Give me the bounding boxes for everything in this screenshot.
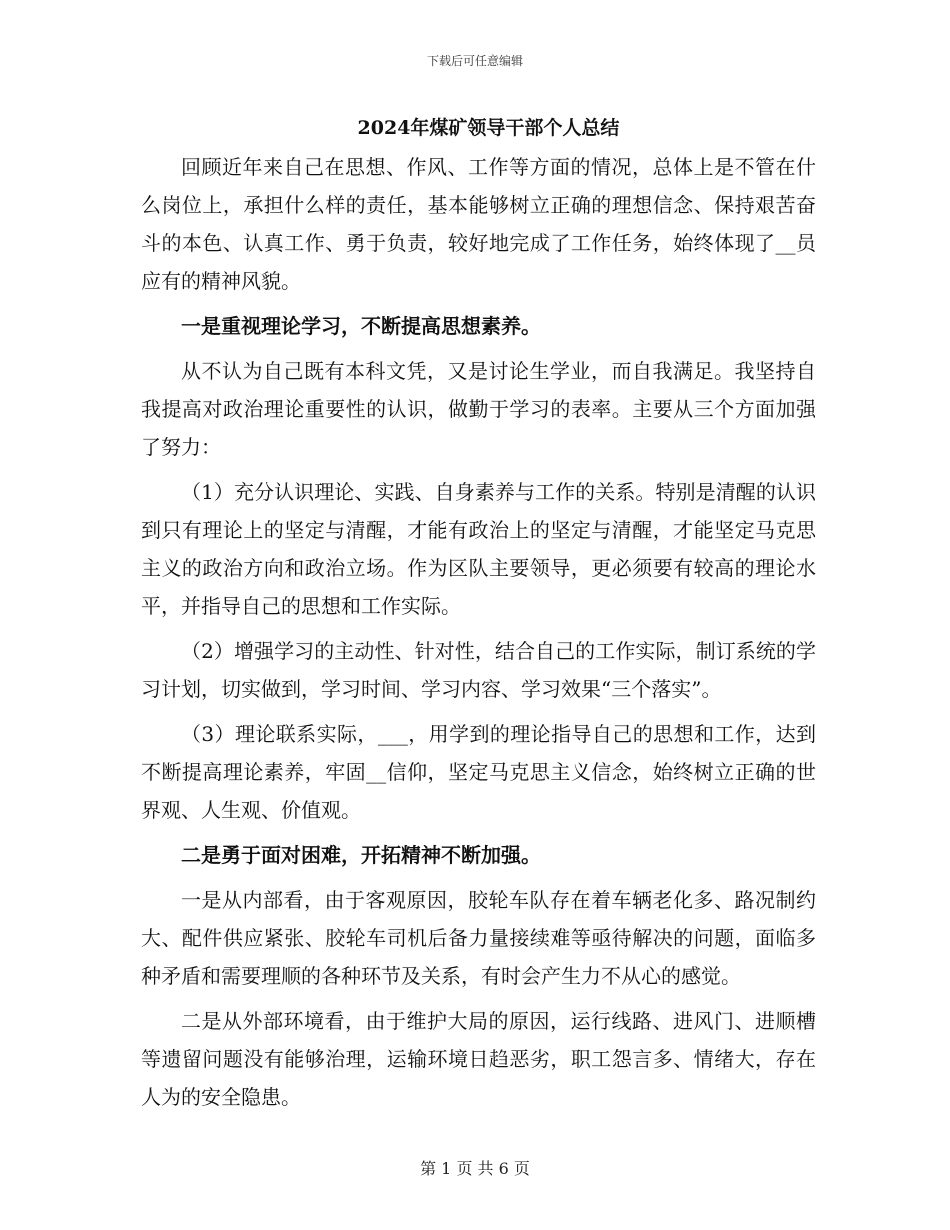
intro-paragraph: 回顾近年来自己在思想、作风、工作等方面的情况，总体上是不管在什么岗位上，承担什么样的责任，基本能够树立正确的理想信念、保持艰苦奋斗的本色、认真工作、勇于负责，较好地完成了工作任务，始终体现了__员应有的精神风貌。 — [141, 155, 816, 293]
body-paragraph: 从不认为自己既有本科文凭，又是讨论生学业，而自我满足。我坚持自我提高对政治理论重要性的认识，做勤于学习的表率。主要从三个方面加强了努力： — [141, 359, 816, 459]
document-title: 2024年煤矿领导干部个人总结 — [357, 117, 620, 139]
section-heading-face-difficulties: 二是勇于面对困难，开拓精神不断加强。 — [181, 843, 541, 867]
section-heading-theory-study: 一是重视理论学习，不断提高思想素养。 — [181, 314, 541, 338]
document-body — [141, 108, 816, 1116]
body-paragraph: 二是从外部环境看，由于维护大局的原因，运行线路、进风门、进顺槽等遗留问题没有能够治理，运输环境日趋恶劣，职工怨言多、情绪大，存在人为的安全隐患。 — [141, 1009, 816, 1109]
list-item-paragraph: （3）理论联系实际，___，用学到的理论指导自己的思想和工作，达到不断提高理论素养，牢固__信仰，坚定马克思主义信念，始终树立正确的世界观、人生观、价值观。 — [141, 722, 816, 822]
page-number-footer: 第 1 页 共 6 页 — [420, 1159, 530, 1178]
list-item-paragraph: （1）充分认识理论、实践、自身素养与工作的关系。特别是清醒的认识到只有理论上的坚定与清醒，才能有政治上的坚定与清醒，才能坚定马克思主义的政治方向和政治立场。作为区队主要领导，更必须要有较高的理论水平，并指导自己的思想和工作实际。 — [141, 480, 816, 618]
page-header-note: 下载后可任意编辑 — [426, 54, 523, 68]
body-paragraph: 一是从内部看，由于客观原因，胶轮车队存在着车辆老化多、路况制约大、配件供应紧张、胶轮车司机后备力量接续难等亟待解决的问题，面临多种矛盾和需要理顺的各种环节及关系，有时会产生力不从心的感觉。 — [141, 888, 816, 988]
list-item-paragraph: （2）增强学习的主动性、针对性，结合自己的工作实际，制订系统的学习计划，切实做到，学习时间、学习内容、学习效果“三个落实”。 — [141, 639, 816, 701]
